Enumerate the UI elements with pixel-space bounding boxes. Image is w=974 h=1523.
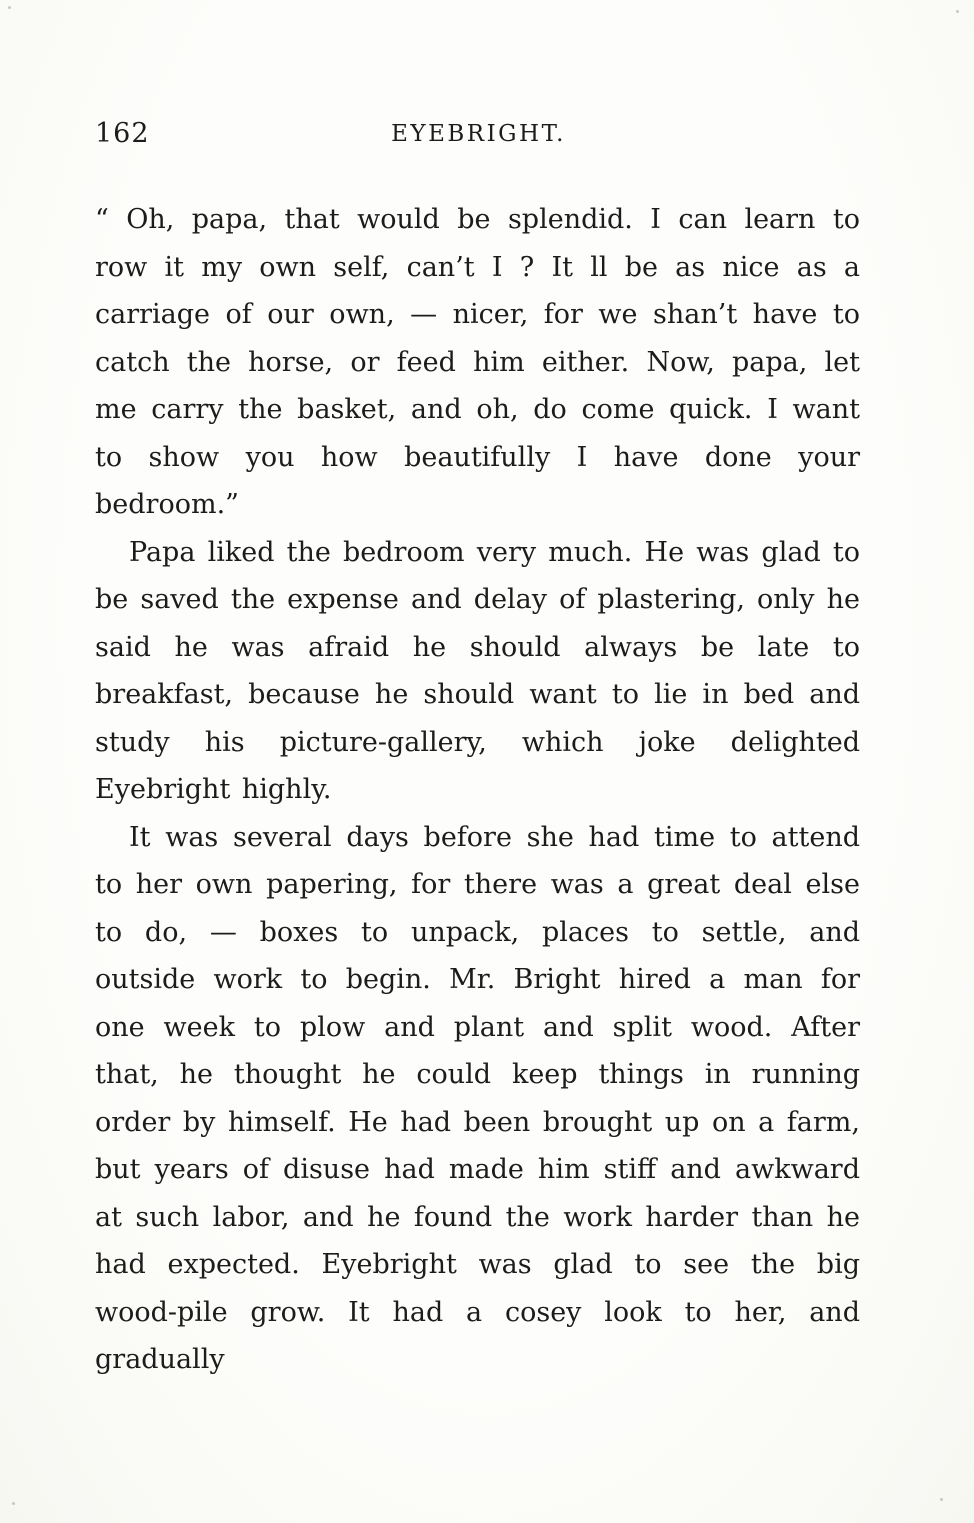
scan-speck: [8, 6, 11, 9]
body-text: [95, 196, 860, 1384]
running-head: [95, 118, 862, 158]
paragraph-dialogue: “ Oh, papa, that would be splendid. I can learn to row it my own self, can’t I ? It ll be as nice as a carriage of our own, — nicer, for we shan’t have to catch the horse, or feed him either. Now, papa, let me carry the basket, and oh, do come quick. I want to show you how beautifully I have done your bedroom.”: [95, 204, 860, 520]
scan-speck: [940, 1498, 943, 1501]
scan-speck: [956, 10, 959, 13]
paragraph-papa-bedroom: Papa liked the bedroom very much. He was glad to be saved the expense and delay of plastering, only he said he was afraid he should always be late to breakfast, because he should want to lie in bed and study his picture-gallery, which joke delighted Eyebright highly.: [95, 536, 860, 805]
page-number: 162: [95, 118, 150, 149]
running-title: EYEBRIGHT.: [391, 121, 566, 147]
scan-speck: [12, 1502, 15, 1505]
paragraph-several-days: It was several days before she had time to attend to her own papering, for there was a great deal else to do, — boxes to unpack, places to settle, and outside work to begin. Mr. Bright hired a man for one week to plow and plant and split wood. After that, he thought he could keep things in running order by himself. He had been brought up on a farm, but years of disuse had made him stiff and awkward at such labor, and he found the work harder than he had expected. Eyebright was glad to see the big wood-pile grow. It had a cosey look to her, and gradually: [95, 821, 860, 1375]
